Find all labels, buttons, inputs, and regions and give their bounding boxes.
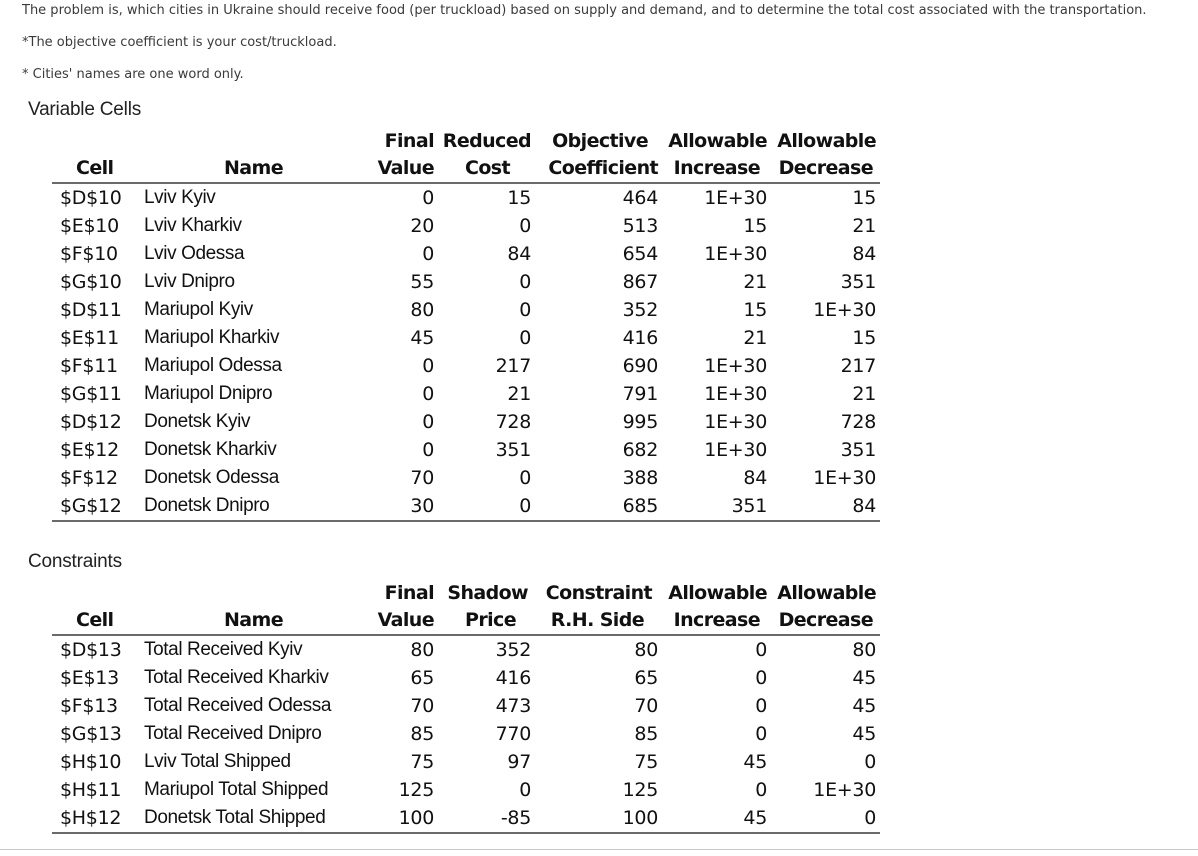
- value-col-4: 0: [755, 695, 767, 717]
- value-col-3: 75: [634, 751, 658, 773]
- value-col-2: 84: [507, 243, 531, 265]
- header-increase-line2: Increase: [673, 609, 760, 631]
- value-col-3: 995: [622, 411, 658, 433]
- value-col-1: 55: [410, 271, 434, 293]
- cell-ref: $H$11: [60, 779, 122, 801]
- header-shadow-line2: Price: [465, 609, 516, 631]
- value-col-3: 867: [622, 271, 658, 293]
- row-name: Lviv Odessa: [144, 243, 245, 264]
- header-shadow-line1: Shadow: [447, 582, 528, 604]
- table-bottom-rule: [52, 832, 880, 834]
- value-col-4: 0: [755, 639, 767, 661]
- value-col-4: 45: [743, 751, 767, 773]
- cell-ref: $D$12: [60, 411, 122, 433]
- table-row: [52, 408, 880, 436]
- table-row: [52, 324, 880, 352]
- value-col-1: 100: [398, 807, 434, 829]
- variable-cells-table: [52, 128, 880, 522]
- value-col-2: 0: [519, 215, 531, 237]
- table-row: [52, 636, 880, 664]
- cell-ref: $E$10: [60, 215, 119, 237]
- value-col-2: 351: [495, 439, 531, 461]
- value-col-2: 97: [507, 751, 531, 773]
- table-bottom-rule: [52, 520, 880, 522]
- page-bottom-edge: [0, 849, 1198, 850]
- table-row: [52, 804, 880, 832]
- cell-ref: $E$11: [60, 327, 119, 349]
- row-name: Mariupol Kyiv: [144, 299, 253, 320]
- value-col-4: 1E+30: [704, 355, 767, 377]
- value-col-5: 1E+30: [813, 299, 876, 321]
- value-col-2: 15: [507, 187, 531, 209]
- header-decrease-line1: Allowable: [777, 130, 876, 152]
- header-cell: Cell: [76, 609, 114, 631]
- value-col-4: 21: [743, 271, 767, 293]
- header-constraint-line1: Constraint: [545, 582, 652, 604]
- cell-ref: $D$13: [60, 639, 122, 661]
- constraints-title: Constraints: [28, 551, 122, 572]
- value-col-5: 21: [852, 383, 876, 405]
- row-name: Lviv Kyiv: [144, 187, 216, 208]
- row-name: Mariupol Kharkiv: [144, 327, 280, 348]
- header-reduced-line1: Reduced: [442, 130, 531, 152]
- row-name: Lviv Dnipro: [144, 271, 235, 292]
- row-name: Mariupol Total Shipped: [144, 779, 329, 800]
- value-col-2: 0: [519, 779, 531, 801]
- header-objective-line1: Objective: [552, 130, 648, 152]
- value-col-3: 65: [634, 667, 658, 689]
- row-name: Donetsk Odessa: [144, 467, 279, 488]
- cell-ref: $E$12: [60, 439, 119, 461]
- row-name: Donetsk Kharkiv: [144, 439, 277, 460]
- value-col-1: 0: [422, 187, 434, 209]
- value-col-5: 80: [852, 639, 876, 661]
- cell-ref: $F$12: [60, 467, 118, 489]
- value-col-5: 84: [852, 495, 876, 517]
- value-col-4: 15: [743, 299, 767, 321]
- value-col-3: 388: [622, 467, 658, 489]
- cell-ref: $H$12: [60, 807, 122, 829]
- header-final-line1: Final: [384, 582, 434, 604]
- table-row: [52, 692, 880, 720]
- value-col-4: 1E+30: [704, 439, 767, 461]
- value-col-4: 0: [755, 723, 767, 745]
- value-col-4: 84: [743, 467, 767, 489]
- value-col-5: 21: [852, 215, 876, 237]
- header-increase-line1: Allowable: [668, 130, 767, 152]
- table-row: [52, 492, 880, 520]
- cell-ref: $F$10: [60, 243, 118, 265]
- value-col-5: 1E+30: [813, 467, 876, 489]
- header-cell: Cell: [76, 157, 114, 179]
- row-name: Total Received Odessa: [144, 695, 331, 716]
- city-names-note: * Cities' names are one word only.: [22, 67, 244, 82]
- header-increase-line1: Allowable: [668, 582, 767, 604]
- value-col-2: 21: [507, 383, 531, 405]
- table-row: [52, 720, 880, 748]
- value-col-3: 682: [622, 439, 658, 461]
- value-col-3: 791: [622, 383, 658, 405]
- constraints-rows: [52, 636, 880, 832]
- value-col-3: 464: [622, 187, 658, 209]
- value-col-1: 70: [410, 695, 434, 717]
- value-col-2: 728: [495, 411, 531, 433]
- value-col-2: 217: [495, 355, 531, 377]
- header-constraint-line2: R.H. Side: [550, 609, 644, 631]
- value-col-2: 0: [519, 467, 531, 489]
- row-name: Donetsk Dnipro: [144, 495, 270, 516]
- objective-coefficient-note: *The objective coefficient is your cost/truckload.: [22, 35, 337, 50]
- cell-ref: $D$10: [60, 187, 122, 209]
- value-col-1: 20: [410, 215, 434, 237]
- value-col-3: 690: [622, 355, 658, 377]
- value-col-2: 770: [495, 723, 531, 745]
- table-row: [52, 352, 880, 380]
- value-col-2: 0: [519, 495, 531, 517]
- row-name: Total Received Kharkiv: [144, 667, 329, 688]
- value-col-1: 65: [410, 667, 434, 689]
- value-col-1: 70: [410, 467, 434, 489]
- constraints-header: [52, 580, 880, 634]
- value-col-4: 0: [755, 667, 767, 689]
- row-name: Total Received Kyiv: [144, 639, 303, 660]
- value-col-1: 75: [410, 751, 434, 773]
- value-col-1: 45: [410, 327, 434, 349]
- value-col-1: 85: [410, 723, 434, 745]
- value-col-5: 15: [852, 187, 876, 209]
- row-name: Donetsk Kyiv: [144, 411, 251, 432]
- value-col-3: 80: [634, 639, 658, 661]
- cell-ref: $F$13: [60, 695, 118, 717]
- value-col-5: 1E+30: [813, 779, 876, 801]
- value-col-2: 0: [519, 271, 531, 293]
- header-reduced-line2: Cost: [465, 157, 510, 179]
- value-col-4: 351: [731, 495, 767, 517]
- header-decrease-line2: Decrease: [778, 609, 873, 631]
- table-row: [52, 748, 880, 776]
- table-row: [52, 212, 880, 240]
- value-col-3: 685: [622, 495, 658, 517]
- header-final-line1: Final: [384, 130, 434, 152]
- value-col-2: 473: [495, 695, 531, 717]
- cell-ref: $G$10: [60, 271, 122, 293]
- header-name: Name: [224, 157, 284, 179]
- value-col-1: 0: [422, 243, 434, 265]
- value-col-5: 217: [840, 355, 876, 377]
- value-col-4: 1E+30: [704, 383, 767, 405]
- value-col-5: 0: [864, 751, 876, 773]
- variable-cells-rows: [52, 184, 880, 520]
- value-col-5: 351: [840, 439, 876, 461]
- value-col-3: 654: [622, 243, 658, 265]
- row-name: Lviv Total Shipped: [144, 751, 291, 772]
- value-col-2: -85: [500, 807, 531, 829]
- value-col-4: 21: [743, 327, 767, 349]
- value-col-4: 0: [755, 779, 767, 801]
- constraints-table: [52, 580, 880, 834]
- value-col-1: 0: [422, 439, 434, 461]
- header-final-line2: Value: [377, 157, 434, 179]
- value-col-4: 1E+30: [704, 187, 767, 209]
- value-col-4: 1E+30: [704, 411, 767, 433]
- value-col-3: 352: [622, 299, 658, 321]
- row-name: Lviv Kharkiv: [144, 215, 242, 236]
- cell-ref: $E$13: [60, 667, 119, 689]
- value-col-2: 0: [519, 299, 531, 321]
- value-col-3: 85: [634, 723, 658, 745]
- value-col-3: 100: [622, 807, 658, 829]
- value-col-1: 80: [410, 299, 434, 321]
- header-objective-line2: Coefficient: [548, 157, 658, 179]
- row-name: Total Received Dnipro: [144, 723, 322, 744]
- value-col-1: 125: [398, 779, 434, 801]
- value-col-1: 30: [410, 495, 434, 517]
- cell-ref: $G$11: [60, 383, 122, 405]
- header-decrease-line1: Allowable: [777, 582, 876, 604]
- value-col-5: 45: [852, 723, 876, 745]
- row-name: Mariupol Dnipro: [144, 383, 273, 404]
- value-col-3: 125: [622, 779, 658, 801]
- value-col-3: 416: [622, 327, 658, 349]
- value-col-1: 0: [422, 355, 434, 377]
- value-col-4: 1E+30: [704, 243, 767, 265]
- header-increase-line2: Increase: [673, 157, 760, 179]
- table-row: [52, 436, 880, 464]
- value-col-1: 80: [410, 639, 434, 661]
- cell-ref: $H$10: [60, 751, 122, 773]
- value-col-1: 0: [422, 383, 434, 405]
- table-row: [52, 464, 880, 492]
- value-col-1: 0: [422, 411, 434, 433]
- row-name: Donetsk Total Shipped: [144, 807, 326, 828]
- table-row: [52, 268, 880, 296]
- table-row: [52, 296, 880, 324]
- cell-ref: $D$11: [60, 299, 122, 321]
- value-col-3: 70: [634, 695, 658, 717]
- cell-ref: $F$11: [60, 355, 118, 377]
- value-col-4: 15: [743, 215, 767, 237]
- problem-statement: The problem is, which cities in Ukraine should receive food (per truckload) based on supply and demand, and to determine the total cost associated with the transportation.: [22, 3, 1147, 18]
- table-row: [52, 664, 880, 692]
- header-final-line2: Value: [377, 609, 434, 631]
- value-col-2: 0: [519, 327, 531, 349]
- variable-cells-header: [52, 128, 880, 182]
- value-col-3: 513: [622, 215, 658, 237]
- value-col-5: 351: [840, 271, 876, 293]
- cell-ref: $G$12: [60, 495, 122, 517]
- value-col-4: 45: [743, 807, 767, 829]
- table-row: [52, 776, 880, 804]
- value-col-5: 45: [852, 667, 876, 689]
- cell-ref: $G$13: [60, 723, 122, 745]
- header-name: Name: [224, 609, 284, 631]
- table-row: [52, 380, 880, 408]
- value-col-5: 15: [852, 327, 876, 349]
- value-col-2: 352: [495, 639, 531, 661]
- row-name: Mariupol Odessa: [144, 355, 282, 376]
- value-col-5: 728: [840, 411, 876, 433]
- table-row: [52, 184, 880, 212]
- table-row: [52, 240, 880, 268]
- header-decrease-line2: Decrease: [778, 157, 873, 179]
- variable-cells-title: Variable Cells: [28, 99, 142, 120]
- value-col-5: 45: [852, 695, 876, 717]
- value-col-5: 84: [852, 243, 876, 265]
- value-col-5: 0: [864, 807, 876, 829]
- value-col-2: 416: [495, 667, 531, 689]
